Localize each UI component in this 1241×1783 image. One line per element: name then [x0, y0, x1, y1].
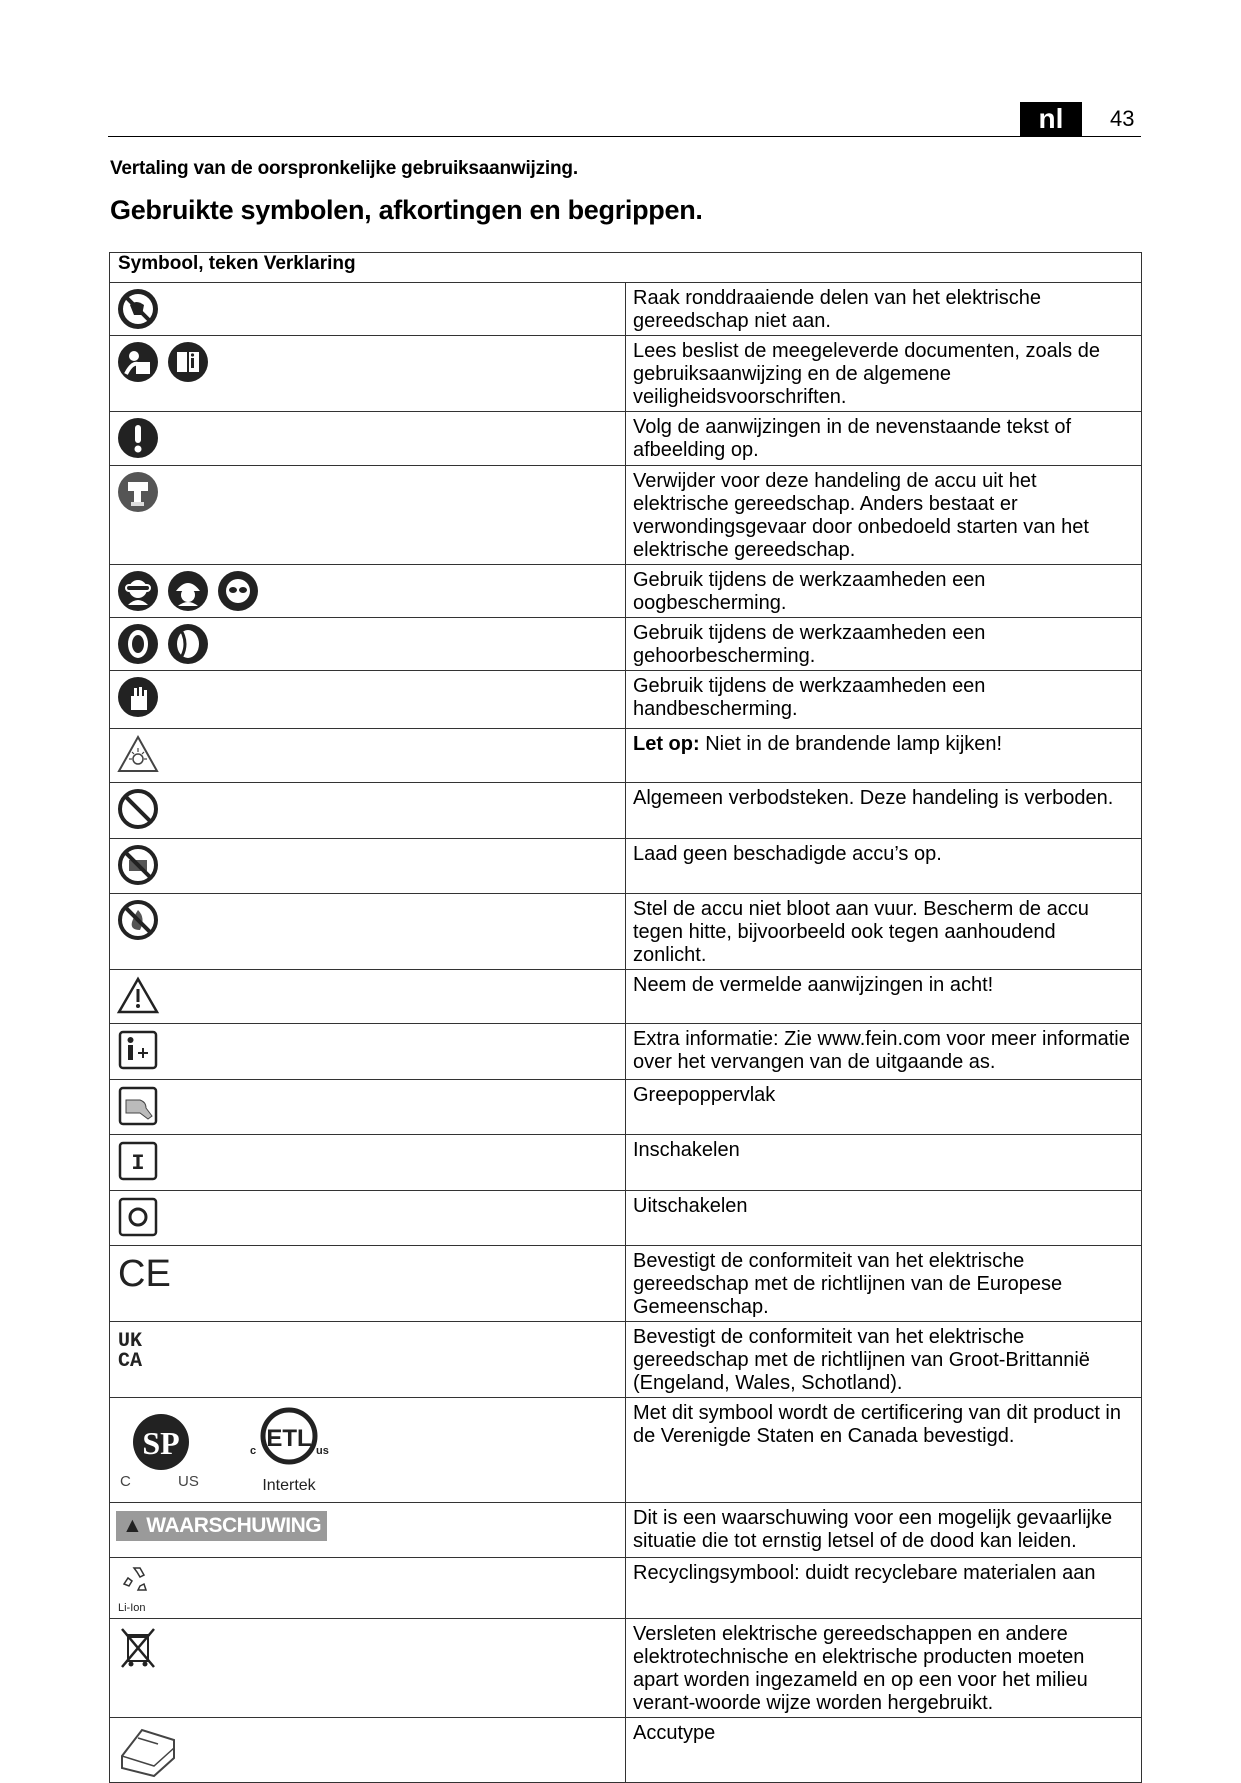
- symbol-cell: [110, 1080, 626, 1135]
- table-row: [110, 1503, 1142, 1558]
- table-row: [110, 565, 1142, 618]
- symbol-cell: [110, 1619, 626, 1718]
- symbols-table: [109, 252, 1142, 1783]
- symbol-cell: [110, 729, 626, 783]
- ear-protection-icon: [116, 622, 160, 666]
- table-row: [110, 1024, 1142, 1080]
- weee-bin-icon: [116, 1623, 160, 1673]
- table-header-row: [110, 253, 1142, 283]
- table-row: [110, 729, 1142, 783]
- description-cell: Gebruik tijdens de werkzaamheden een handbescherming.: [626, 671, 1142, 729]
- description-cell: Recyclingsymbool: duidt recyclebare materialen aan: [626, 1558, 1142, 1619]
- symbol-cell: [110, 1322, 626, 1398]
- description-cell: Algemeen verbodsteken. Deze handeling is verboden.: [626, 783, 1142, 839]
- no-touching-rotating-parts-icon: [116, 287, 160, 331]
- table-header: Symbool, teken Verklaring: [110, 253, 1142, 283]
- symbol-cell: [110, 783, 626, 839]
- symbol-cell: [110, 1024, 626, 1080]
- symbol-cell: [110, 839, 626, 894]
- table-row: [110, 1398, 1142, 1503]
- battery-type-icon: [116, 1722, 180, 1778]
- grip-surface-icon: [116, 1084, 160, 1128]
- description-cell: Greepoppervlak: [626, 1080, 1142, 1135]
- description-cell: [626, 729, 1142, 783]
- switch-off-icon: [116, 1195, 160, 1239]
- page-number: 43: [1110, 106, 1135, 131]
- description-cell: Bevestigt de conformiteit van het elektrische gereedschap met de richtlijnen van de Europese Gemeenschap.: [626, 1246, 1142, 1322]
- symbol-cell: [110, 336, 626, 412]
- let-op-label: Let op:: [633, 733, 700, 755]
- symbol-cell: [110, 283, 626, 336]
- warning-label-icon: [116, 1511, 327, 1541]
- table-row: [110, 1718, 1142, 1783]
- header-divider: [108, 136, 1141, 137]
- table-row: [110, 1619, 1142, 1718]
- page-title: Gebruikte symbolen, afkortingen en begrippen.: [110, 195, 703, 225]
- table-row: [110, 839, 1142, 894]
- prohibition-icon: [116, 787, 160, 831]
- symbol-cell: [110, 1191, 626, 1246]
- csa-label: SP: [142, 1425, 180, 1461]
- table-row: [110, 336, 1142, 412]
- document-subtitle: Vertaling van de oorspronkelijke gebruiksaanwijzing.: [110, 158, 578, 179]
- table-row: [110, 1080, 1142, 1135]
- table-row: [110, 1322, 1142, 1398]
- symbol-cell: [110, 466, 626, 565]
- ce-mark-icon: [116, 1250, 176, 1294]
- description-cell: Verwijder voor deze handeling de accu uit het elektrische gereedschap. Anders bestaat er verwondingsgevaar door onbedoeld starten van het elektrische gereedschap.: [626, 466, 1142, 565]
- description-cell: Stel de accu niet bloot aan vuur. Bescherm de accu tegen hitte, bijvoorbeeld ook tegen aanhoudend zonlicht.: [626, 894, 1142, 970]
- description-cell: Neem de vermelde aanwijzingen in acht!: [626, 970, 1142, 1024]
- description-cell: Uitschakelen: [626, 1191, 1142, 1246]
- description-cell: Met dit symbool wordt de certificering van dit product in de Verenigde Staten en Canada bevestigd.: [626, 1398, 1142, 1503]
- description-cell: Volg de aanwijzingen in de nevenstaande tekst of afbeelding op.: [626, 412, 1142, 466]
- intertek-label: Intertek: [262, 1477, 316, 1494]
- etl-us-label: us: [316, 1445, 329, 1457]
- symbol-cell: [110, 1135, 626, 1191]
- csa-mark-icon: [116, 1406, 206, 1494]
- table-row: [110, 970, 1142, 1024]
- symbol-cell: [110, 894, 626, 970]
- symbol-cell: [110, 412, 626, 466]
- info-plus-icon: [116, 1028, 160, 1072]
- manual-info-icon: [166, 340, 210, 384]
- no-fire-icon: [116, 898, 160, 942]
- warning-triangle-icon: [116, 974, 160, 1018]
- table-row: [110, 894, 1142, 970]
- language-badge: nl: [1020, 102, 1082, 136]
- symbol-cell: [110, 618, 626, 671]
- description-cell: Accutype: [626, 1718, 1142, 1783]
- description-cell: Dit is een waarschuwing voor een mogelijk gevaarlijke situatie die tot ernstig letsel of de dood kan leiden.: [626, 1503, 1142, 1558]
- lamp-warning-icon: [116, 733, 160, 777]
- table-row: [110, 1135, 1142, 1191]
- description-cell: Laad geen beschadigde accu’s op.: [626, 839, 1142, 894]
- ce-label: CE: [118, 1253, 171, 1294]
- symbol-cell: [110, 1503, 626, 1558]
- symbol-cell: [110, 970, 626, 1024]
- etl-label: ETL: [266, 1425, 312, 1452]
- table-row: [110, 783, 1142, 839]
- symbol-cell: [110, 1398, 626, 1503]
- symbol-cell: [110, 671, 626, 729]
- remove-battery-icon: [116, 470, 160, 514]
- ukca-mark-icon: [116, 1326, 160, 1370]
- warning-label-text: WAARSCHUWING: [146, 1514, 322, 1537]
- description-cell: Inschakelen: [626, 1135, 1142, 1191]
- ukca-uk-label: UK: [118, 1330, 143, 1353]
- recycling-icon: [116, 1562, 160, 1614]
- table-row: [110, 283, 1142, 336]
- no-charge-damaged-battery-icon: [116, 843, 160, 887]
- table-row: [110, 618, 1142, 671]
- description-text: Niet in de brandende lamp kijken!: [699, 733, 1003, 755]
- table-row: [110, 1246, 1142, 1322]
- mandatory-action-icon: [116, 416, 160, 460]
- hand-protection-icon: [116, 675, 160, 719]
- ear-muffs-icon: [166, 622, 210, 666]
- symbol-cell: [110, 565, 626, 618]
- table-row: [110, 1191, 1142, 1246]
- description-cell: Raak ronddraaiende delen van het elektrische gereedschap niet aan.: [626, 283, 1142, 336]
- etl-c-label: c: [250, 1445, 257, 1457]
- table-row: [110, 466, 1142, 565]
- switch-on-label: I: [131, 1151, 145, 1176]
- etl-mark-icon: [246, 1402, 332, 1498]
- read-manual-icon: [116, 340, 160, 384]
- table-row: [110, 412, 1142, 466]
- description-cell: Lees beslist de meegeleverde documenten, zoals de gebruiksaanwijzing en de algemene veiligheidsvoorschriften.: [626, 336, 1142, 412]
- symbol-cell: [110, 1718, 626, 1783]
- csa-c-label: C: [120, 1473, 131, 1490]
- description-cell: Gebruik tijdens de werkzaamheden een gehoorbescherming.: [626, 618, 1142, 671]
- description-cell: Gebruik tijdens de werkzaamheden een oogbescherming.: [626, 565, 1142, 618]
- li-ion-label: Li-Ion: [118, 1602, 146, 1614]
- description-cell: Bevestigt de conformiteit van het elektrische gereedschap met de richtlijnen van Groot-Brittannië (Engeland, Wales, Schotland).: [626, 1322, 1142, 1398]
- warning-triangle-icon: ▲: [122, 1514, 143, 1537]
- goggles-icon: [216, 569, 260, 613]
- table-row: [110, 1558, 1142, 1619]
- symbol-cell: [110, 1246, 626, 1322]
- description-cell: Versleten elektrische gereedschappen en andere elektrotechnische en elektrische producten moeten apart worden ingezameld en op een voor het milieu verant-woorde wijze worden hergebruikt.: [626, 1619, 1142, 1718]
- symbol-cell: [110, 1558, 626, 1619]
- description-cell: Extra informatie: Zie www.fein.com voor meer informatie over het vervangen van de uitgaande as.: [626, 1024, 1142, 1080]
- head-protection-icon: [166, 569, 210, 613]
- eye-protection-icon: [116, 569, 160, 613]
- switch-on-icon: [116, 1139, 160, 1183]
- table-row: [110, 671, 1142, 729]
- csa-us-label: US: [178, 1473, 199, 1490]
- ukca-ca-label: CA: [118, 1350, 143, 1370]
